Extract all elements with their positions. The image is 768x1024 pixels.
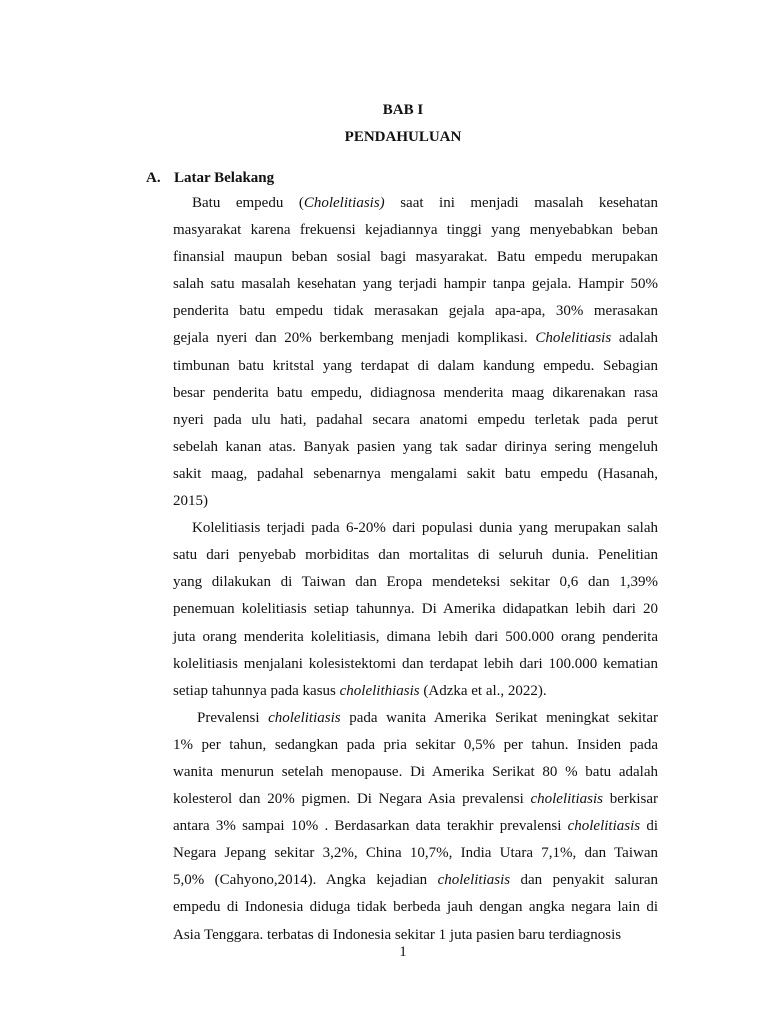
text-line: gejala nyeri dan 20% berkembang menjadi komplikasi. Cholelitiasis adalah (173, 330, 658, 347)
text-line: Kolelitiasis terjadi pada 6-20% dari populasi dunia yang merupakan salah (192, 520, 658, 537)
text-line: wanita menurun setelah menopause. Di Amerika Serikat 80 % batu adalah (173, 763, 658, 780)
text-line: kolesterol dan 20% pigmen. Di Negara Asia prevalensi cholelitiasis berkisar (173, 791, 659, 808)
page-number: 1 (399, 944, 407, 960)
text-line: sakit maag, padahal sebenarnya mengalami sakit batu empedu (Hasanah, (173, 465, 658, 482)
italic-term: cholelitiasis (567, 818, 641, 835)
text-line: salah satu masalah kesehatan yang terjadi hampir tanpa gejala. Hampir 50% (173, 276, 658, 293)
text-line: penemuan kolelitiasis setiap tahunnya. Di Amerika didapatkan lebih dari 20 (173, 601, 658, 618)
text-line: antara 3% sampai 10% . Berdasarkan data terakhir prevalensi cholelitiasis di (173, 818, 659, 835)
text-line: Negara Jepang sekitar 3,2%, China 10,7%, India Utara 7,1%, dan Taiwan (173, 845, 658, 862)
text-line: empedu di Indonesia diduga tidak berbeda jauh dengan angka negara lain di (173, 899, 658, 916)
text-line: setiap tahunnya pada kasus cholelithiasis (Adzka et al., 2022). (173, 682, 547, 699)
chapter-heading: BAB I (382, 102, 424, 118)
text-line: sebelah kanan atas. Banyak pasien yang tak sadar dirinya sering mengeluh (173, 438, 658, 455)
text-line: besar penderita batu empedu, didiagnosa menderita maag dikarenakan rasa (173, 384, 658, 401)
italic-term: cholelitiasis (530, 791, 603, 808)
section-heading (146, 170, 274, 187)
text-line: Prevalensi cholelitiasis pada wanita Amerika Serikat meningkat sekitar (197, 709, 658, 726)
text-line: Batu empedu (Cholelitiasis) saat ini menjadi masalah kesehatan (192, 195, 658, 211)
text-line: kolelitiasis menjalani kolesistektomi dan terdapat lebih dari 100.000 kematian (173, 655, 658, 672)
text-line: masyarakat karena frekuensi kejadiannya tinggi yang menyebabkan beban (173, 222, 658, 239)
text-line: Asia Tenggara. terbatas di Indonesia sekitar 1 juta pasien baru terdiagnosis (173, 926, 622, 943)
paragraph (173, 190, 658, 515)
paragraph (173, 705, 658, 949)
italic-term: cholelithiasis (339, 682, 420, 699)
body-text (173, 190, 658, 949)
text-line: finansial maupun beban sosial bagi masyarakat. Batu empedu merupakan (173, 249, 658, 266)
text-line: 2015) (173, 493, 208, 510)
text-line: timbunan batu kritstal yang terdapat di dalam kandung empedu. Sebagian (173, 357, 658, 374)
section-title: Latar Belakang (174, 170, 275, 186)
italic-term: Cholelitiasis (535, 330, 612, 347)
section-letter: A. (146, 170, 161, 186)
italic-term: Cholelitiasis) (303, 195, 385, 211)
text-line: juta orang menderita kolelitiasis, dimana lebih dari 500.000 orang penderita (173, 628, 658, 645)
text-line: yang dilakukan di Taiwan dan Eropa mendeteksi sekitar 0,6 dan 1,39% (173, 574, 658, 591)
italic-term: cholelitiasis (437, 872, 511, 889)
text-line: 5,0% (Cahyono,2014). Angka kejadian cholelitiasis dan penyakit saluran (173, 872, 659, 889)
text-line: 1% per tahun, sedangkan pada pria sekitar 0,5% per tahun. Insiden pada (173, 736, 658, 753)
chapter-title: PENDAHULUAN (344, 129, 462, 145)
italic-term: cholelitiasis (268, 709, 341, 726)
text-line: penderita batu empedu tidak merasakan gejala apa-apa, 30% merasakan (173, 303, 658, 320)
paragraph (173, 515, 658, 705)
text-line: nyeri pada ulu hati, padahal secara anatomi empedu terletak pada perut (173, 411, 658, 428)
text-line: satu dari penyebab morbiditas dan mortalitas di seluruh dunia. Penelitian (173, 547, 658, 564)
